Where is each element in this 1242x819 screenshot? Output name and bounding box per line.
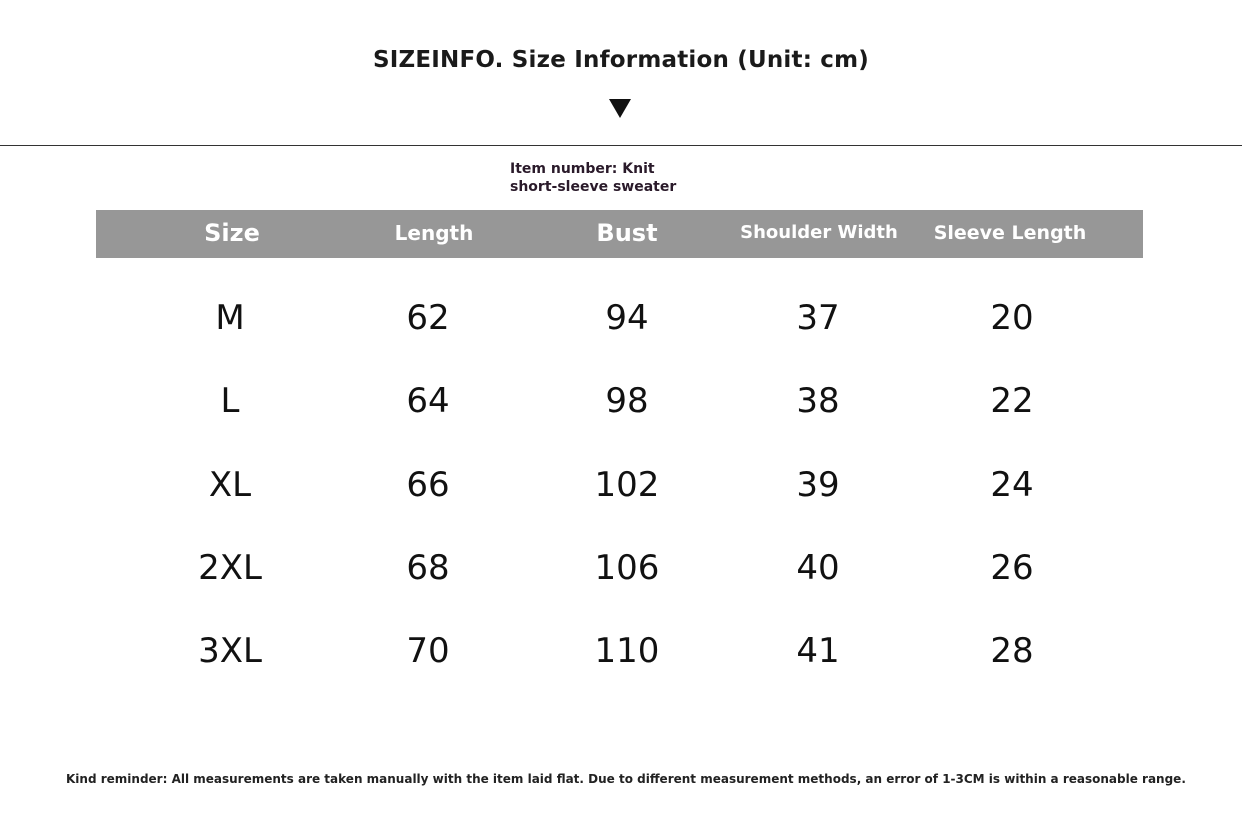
cell-shoulder-width: 39: [796, 465, 840, 505]
cell-length: 64: [406, 381, 450, 421]
cell-bust: 110: [594, 631, 660, 671]
header-size: Size: [204, 219, 260, 247]
cell-sleeve-length: 20: [990, 298, 1034, 338]
item-number-line-2: short-sleeve sweater: [510, 179, 677, 195]
table-row: [0, 371, 1242, 431]
cell-shoulder-width: 41: [796, 631, 840, 671]
cell-length: 66: [406, 465, 450, 505]
cell-sleeve-length: 28: [990, 631, 1034, 671]
cell-size: 3XL: [198, 631, 262, 671]
cell-sleeve-length: 26: [990, 548, 1034, 588]
header-length: Length: [394, 221, 474, 245]
cell-sleeve-length: 22: [990, 381, 1034, 421]
page-title: SIZEINFO. Size Information (Unit: cm): [372, 47, 870, 73]
table-row: [0, 288, 1242, 348]
cell-size: XL: [208, 465, 252, 505]
cell-sleeve-length: 24: [990, 465, 1034, 505]
cell-shoulder-width: 40: [796, 548, 840, 588]
header-bust: Bust: [596, 219, 658, 247]
cell-shoulder-width: 37: [796, 298, 840, 338]
item-number-line-1: Item number: Knit: [510, 161, 655, 177]
cell-bust: 94: [605, 298, 649, 338]
table-row: [0, 621, 1242, 681]
cell-size: M: [215, 298, 245, 338]
cell-size: L: [220, 381, 240, 421]
cell-bust: 102: [594, 465, 660, 505]
cell-bust: 106: [594, 548, 660, 588]
cell-bust: 98: [605, 381, 649, 421]
divider: [0, 145, 1242, 146]
table-row: [0, 538, 1242, 598]
measurement-reminder: Kind reminder: All measurements are taken manually with the item laid flat. Due to different measurement methods, an error of 1-3CM is within a reasonable range.: [66, 772, 1186, 786]
header-shoulder-width: Shoulder Width: [740, 222, 898, 243]
header-sleeve-length: Sleeve Length: [933, 222, 1087, 244]
table-header: [96, 210, 1143, 258]
cell-size: 2XL: [198, 548, 262, 588]
item-number: [510, 160, 710, 196]
table-row: [0, 455, 1242, 515]
cell-length: 68: [406, 548, 450, 588]
cell-length: 70: [406, 631, 450, 671]
down-triangle-icon: [609, 99, 631, 118]
cell-shoulder-width: 38: [796, 381, 840, 421]
cell-length: 62: [406, 298, 450, 338]
